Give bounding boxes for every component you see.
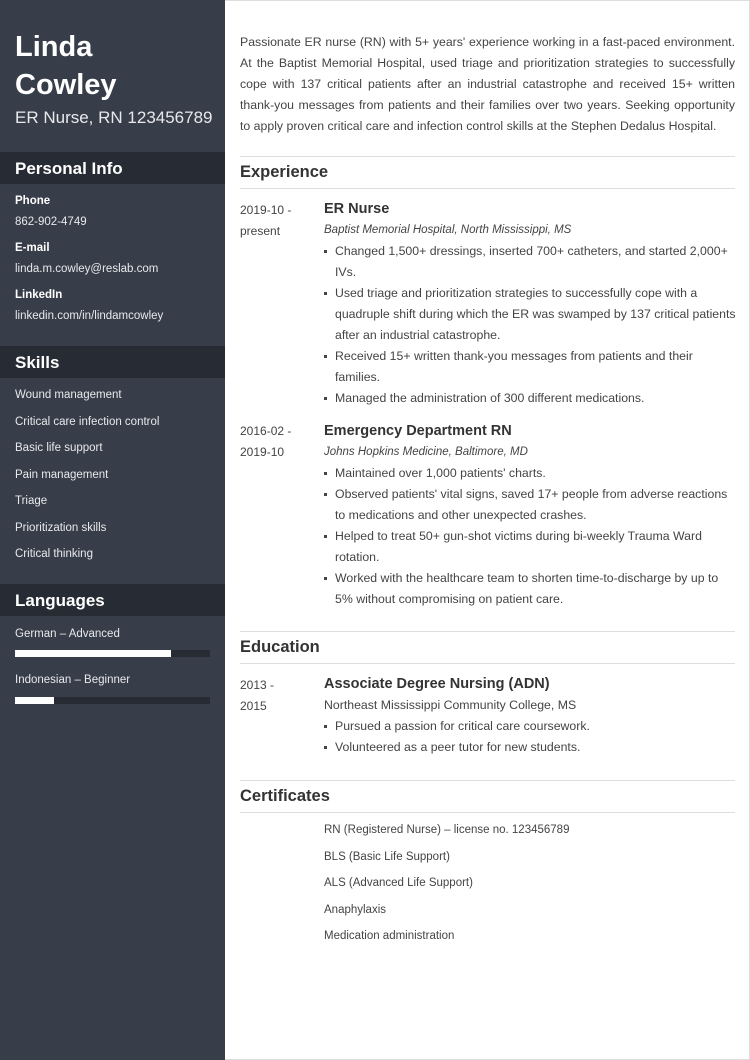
job-entry [324,199,736,409]
school: Northeast Mississippi Community College, MS [324,698,577,712]
languages-heading: Languages [0,584,225,616]
personal-info-heading: Personal Info [0,152,225,184]
phone-value: 862-902-4749 [15,216,87,228]
skill-item: Basic life support [15,442,103,454]
skill-item: Triage [15,495,48,507]
certificate-item: RN (Registered Nurse) – license no. 123456789 [324,824,570,836]
language-level-fill [15,697,54,704]
phone-label: Phone [15,195,51,207]
bullet: Observed patients' vital signs, saved 17+ people from adverse reactions to medications and other unexpected crashes. [324,484,736,526]
skills-heading: Skills [0,346,225,378]
sidebar [0,0,225,1060]
job-dates [240,421,310,463]
candidate-role: ER Nurse, RN 123456789 [15,108,213,127]
language-label: German – Advanced [15,628,120,640]
email-label: E-mail [15,242,50,254]
language-label: Indonesian – Beginner [15,674,131,686]
bullet: Managed the administration of 300 different medications. [324,388,736,409]
job-bullets [324,241,736,409]
skill-item: Wound management [15,389,122,401]
date-start: 2019-10 - [240,203,292,217]
bullet: Maintained over 1,000 patients' charts. [324,463,736,484]
bullet: Volunteered as a peer tutor for new students. [324,737,736,758]
date-end: 2019-10 [240,445,285,459]
certificate-item: ALS (Advanced Life Support) [324,877,473,889]
job-entry [324,421,736,610]
language-level-bar [15,697,210,704]
candidate-name [15,28,215,104]
first-name: Linda [15,31,93,63]
certificates-heading: Certificates [240,780,735,813]
job-dates [240,200,310,242]
experience-heading: Experience [240,156,735,189]
date-end: 2015 [240,699,267,713]
summary: Passionate ER nurse (RN) with 5+ years' experience working in a fast-paced environment. At the Baptist Memorial Hospital, used triage and prioritization strategies to successfully cope with 137 critical patients after an industrial catastrophe and received 15+ written thank-you messages from patients and their families over two years. Seeking opportunity to apply proven critical care and infection control skills at the Stephen Dedalus Hospital. [240,35,735,133]
bullet: Helped to treat 50+ gun-shot victims during bi-weekly Trauma Ward rotation. [324,526,736,568]
certificate-item: BLS (Basic Life Support) [324,851,450,863]
job-title: Emergency Department RN [324,423,512,439]
certificate-item: Anaphylaxis [324,904,387,916]
date-start: 2016-02 - [240,424,292,438]
linkedin-label: LinkedIn [15,289,63,301]
bullet: Worked with the healthcare team to shorten time-to-discharge by up to 5% without compromising on patient care. [324,568,736,610]
education-heading: Education [240,631,735,664]
job-bullets [324,463,736,610]
date-start: 2013 - [240,678,275,692]
email-value[interactable]: linda.m.cowley@reslab.com [15,263,159,275]
job-title: ER Nurse [324,201,390,217]
job-org: Baptist Memorial Hospital, North Mississippi, MS [324,224,572,236]
education-bullets [324,716,736,758]
skill-item: Pain management [15,469,109,481]
bullet: Changed 1,500+ dressings, inserted 700+ catheters, and started 2,000+ IVs. [324,241,736,283]
date-end: present [240,224,281,238]
skill-item: Critical thinking [15,548,93,560]
last-name: Cowley [15,69,117,101]
education-entry [324,674,736,758]
bullet: Used triage and prioritization strategies to successfully cope with a quadruple shift during which the ER was swamped by 137 critical patients after an industrial catastrophe. [324,283,736,346]
degree-title: Associate Degree Nursing (ADN) [324,676,550,692]
certificate-item: Medication administration [324,930,455,942]
language-level-fill [15,650,171,657]
bullet: Pursued a passion for critical care coursework. [324,716,736,737]
linkedin-value[interactable]: linkedin.com/in/lindamcowley [15,310,164,322]
skill-item: Critical care infection control [15,416,160,428]
language-level-bar [15,650,210,657]
job-org: Johns Hopkins Medicine, Baltimore, MD [324,446,528,458]
bullet: Received 15+ written thank-you messages from patients and their families. [324,346,736,388]
main-content [225,0,750,1060]
education-dates [240,675,310,717]
skill-item: Prioritization skills [15,522,107,534]
